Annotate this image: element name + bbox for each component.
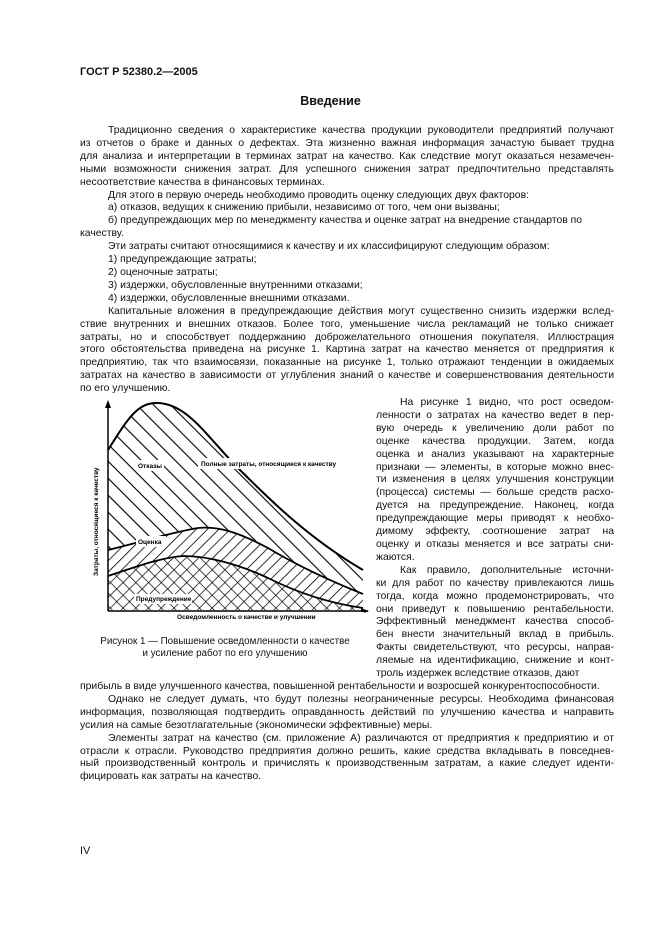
- text-line: Капитальные вложения в предупреждающие действия могут существенно снизить издержки вслед-: [108, 305, 614, 317]
- text-line: ленности о затратах на качество ведет в пер-: [376, 409, 614, 421]
- text-line: бен внести значительный вклад в прибыль.: [376, 629, 614, 641]
- figure-caption: [80, 636, 370, 660]
- text-line: Однако не следует думать, что будут полезны неограниченные ресурсы. Необходима финансовая: [108, 693, 614, 705]
- text-line: фицировать как затраты на качество.: [80, 771, 262, 783]
- text-line: Как правило, дополнительные источни-: [400, 564, 614, 576]
- label-failures: Отказы: [138, 463, 162, 470]
- text-line: Эффективный менеджмент качества способ-: [376, 616, 614, 628]
- section-title: Введение: [300, 94, 361, 108]
- text-line: оценка и анализ указывают на характерные: [376, 448, 614, 460]
- text-line: прибыль в виде улучшенного качества, повышенной рентабельности и возросшей конкурентоспособности.: [80, 681, 600, 692]
- text-line: 2) оценочные затраты;: [108, 266, 218, 278]
- text-line: ными возможности снижения затрат. Для успешного снижения затрат предпочтительно представлять: [80, 163, 614, 175]
- text-line: оценке качества продукции. Затем, когда: [376, 435, 614, 447]
- text-line: информация, позволяющая подтвердить оправданность действий по улучшению качества и направить: [80, 706, 614, 718]
- label-appraisal: Оценка: [138, 539, 162, 546]
- page-number: IV: [80, 845, 91, 857]
- text-line: признаки — элементы, в которые можно внес-: [376, 461, 614, 473]
- text-line: Факты свидетельствуют, что ресурсы, направ-: [376, 642, 614, 654]
- label-prevention: Предупреждение: [136, 596, 192, 603]
- text-line: этого обстоятельства приведена на рисунке 1. Картина затрат на качество меняется от предприятия к: [80, 344, 614, 356]
- text-line: ки для работ по качеству привлекаются лишь: [376, 577, 614, 589]
- text-line: Традиционно сведения о характеристике качества продукции руководители предприятий получают: [108, 125, 614, 136]
- figure-caption-line: и усиление работ по его улучшению: [142, 648, 308, 659]
- text-line: Элементы затрат на качество (см. приложение А) различаются от предприятия к предприятию и от: [108, 732, 614, 744]
- figure-caption-line: Рисунок 1 — Повышение осведомленности о качестве: [100, 636, 350, 647]
- text-line: предупреждающие меры приводят к необхо-: [376, 513, 614, 525]
- text-line: троль издержек вследствие отказов, дают: [376, 668, 580, 680]
- text-line: 4) издержки, обусловленные внешними отказами.: [108, 292, 350, 304]
- text-line: тогда, когда можно продемонстрировать, что: [376, 590, 614, 602]
- text-line: На рисунке 1 видно, что рост осведом-: [400, 397, 614, 408]
- figure-graphic: [78, 398, 370, 630]
- y-axis-label: Затраты, относящиеся к качеству: [93, 467, 100, 576]
- text-line: они приведут к повышению рентабельности.: [376, 603, 614, 615]
- document-header: ГОСТ Р 52380.2—2005: [80, 66, 198, 78]
- right-column-text: [376, 397, 614, 681]
- text-line: б) предупреждающих мер по менеджменту качества и оценке затрат на внедрение стандартов по: [108, 215, 583, 227]
- text-line: а) отказов, ведущих к снижению прибыли, независимо от того, чем они вызваны;: [108, 202, 500, 214]
- bottom-text: [80, 681, 614, 784]
- text-line: (процесса) системы — больше средств расхо-: [376, 487, 614, 499]
- label-total-cost: Полные затраты, относящиеся к качеству: [201, 461, 337, 468]
- text-line: для анализа и интерпретации в терминах затрат на качество. Как следствие могут оказаться незамечен-: [80, 150, 614, 162]
- figure-quality-costs: [78, 398, 370, 630]
- text-line: ляемые на идентификацию, снижение и конт-: [376, 655, 614, 667]
- text-line: Эти затраты считают относящимися к качеству и их классифицируют следующим образом:: [108, 241, 550, 253]
- text-line: ти изменения в целях улучшения конструкции: [376, 474, 614, 486]
- text-line: 3) издержки, обусловленные внутренними отказами;: [108, 279, 363, 291]
- text-line: качеству.: [80, 228, 124, 240]
- text-line: затраты, но и способствует поддержанию доброжелательного отношения покупателя. Иллюстрация: [80, 331, 614, 343]
- text-line: дуется на предупреждение. Наконец, когда: [376, 500, 614, 512]
- text-line: Для этого в первую очередь необходимо проводить оценку следующих двух факторов:: [108, 189, 529, 201]
- text-line: предприятию, так что взаимосвязи, показанные на рисунке 1, только отражают тенденции в ожидаемых: [80, 357, 614, 369]
- text-line: ствие внутренних и внешних отказов. Более того, уменьшение числа рекламаций не только снижает: [80, 318, 614, 330]
- main-text: [80, 125, 614, 396]
- text-line: 1) предупреждающие затраты;: [108, 254, 257, 266]
- text-line: жаются.: [376, 551, 415, 563]
- text-line: усилия на самые безотлагательные (экономически эффективные) меры.: [80, 719, 433, 731]
- text-line: по его улучшению.: [80, 383, 171, 395]
- text-line: несоответствие качества в финансовых терминах.: [80, 176, 325, 188]
- text-line: оценку и отказы меняется и все затраты сни-: [376, 538, 614, 550]
- x-axis-label: Осведомленность о качестве и улучшении: [177, 614, 316, 621]
- text-line: ный производственный контроль и причислять к производственным затратам, а какие следует иденти-: [80, 758, 614, 770]
- text-line: отрасли к отрасли. Руководство предприятия должно решить, какие средства вкладывать в повседнев-: [80, 745, 614, 757]
- text-line: вую очередь к увеличению доли работ по: [376, 422, 614, 434]
- text-line: димому эффекту, соотношение затрат на: [376, 526, 614, 538]
- text-line: из отчетов о браке и данных о дефектах. Эта жизненно важная информация зачастую бывает трудна: [80, 137, 614, 149]
- text-line: затратах на качество в зависимости от углубления знаний о качестве и совершенствования деятельности: [80, 370, 614, 382]
